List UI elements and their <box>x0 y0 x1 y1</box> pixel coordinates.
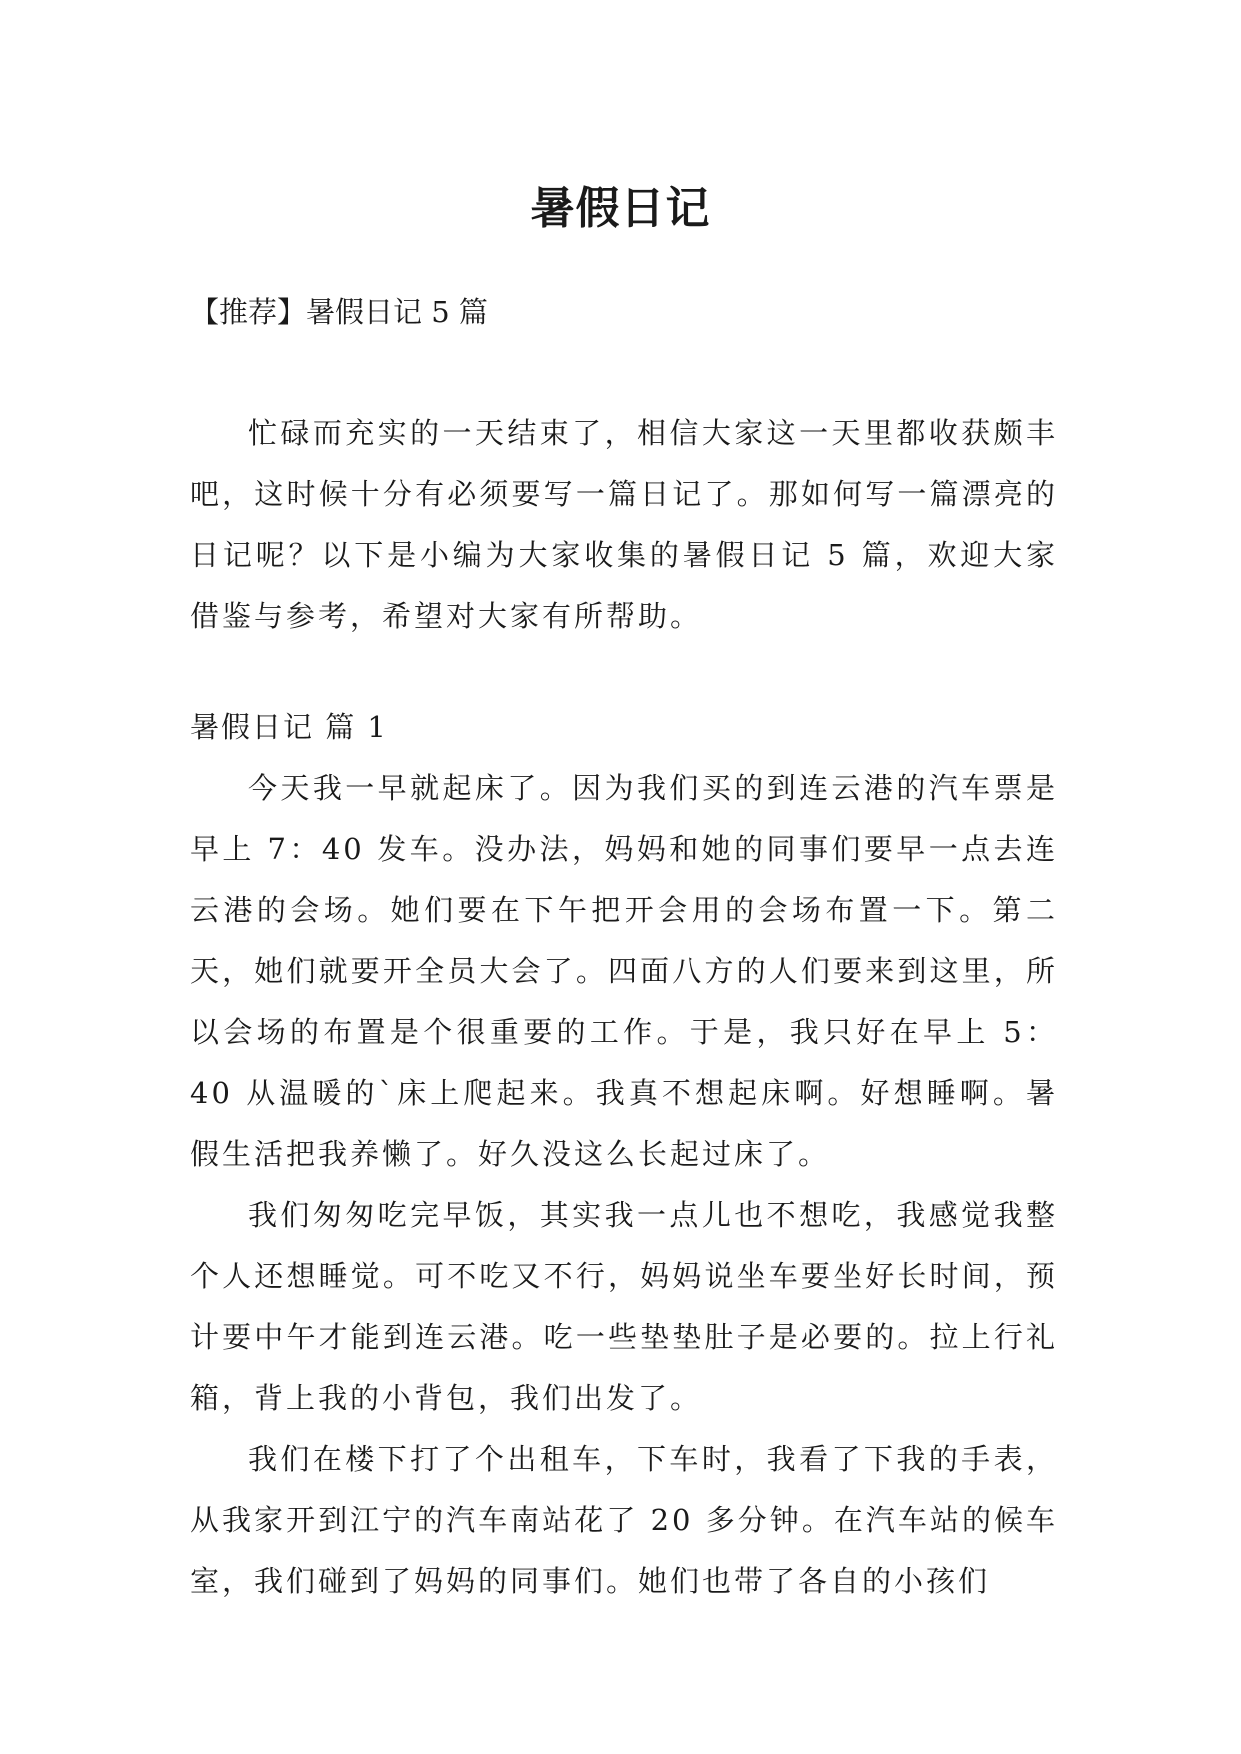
document-subtitle: 【推荐】暑假日记 5 篇 <box>190 295 488 329</box>
section-heading: 暑假日记 篇 1 <box>190 710 388 744</box>
intro-paragraph: 忙碌而充实的一天结束了，相信大家这一天里都收获颇丰吧，这时候十分有必须要写一篇日记了。那如何写一篇漂亮的日记呢？以下是小编为大家收集的暑假日记 5 篇，欢迎大家借鉴与参考，希望对大家有所帮助。 <box>190 416 1058 633</box>
body-paragraph-2: 我们匆匆吃完早饭，其实我一点儿也不想吃，我感觉我整个人还想睡觉。可不吃又不行，妈妈说坐车要坐好长时间，预计要中午才能到连云港。吃一些垫垫肚子是必要的。拉上行礼箱，背上我的小背包，我们出发了。 <box>190 1198 1058 1415</box>
body-paragraph-3: 我们在楼下打了个出租车，下车时，我看了下我的手表，从我家开到江宁的汽车南站花了 20 多分钟。在汽车站的候车室，我们碰到了妈妈的同事们。她们也带了各自的小孩们 <box>190 1442 1058 1598</box>
section-1 <box>190 697 1058 1612</box>
document-title: 暑假日记 <box>530 183 711 235</box>
body-paragraph-1: 今天我一早就起床了。因为我们买的到连云港的汽车票是早上 7：40 发车。没办法，妈妈和她的同事们要早一点去连云港的会场。她们要在下午把开会用的会场布置一下。第二天，她们就要开全员大会了。四面八方的人们要来到这里，所以会场的布置是个很重要的工作。于是，我只好在早上 5：40 从温暖的`床上爬起来。我真不想起床啊。好想睡啊。暑假生活把我养懒了。好久没这么长起过床了。 <box>190 771 1058 1171</box>
intro-block <box>190 403 1058 647</box>
